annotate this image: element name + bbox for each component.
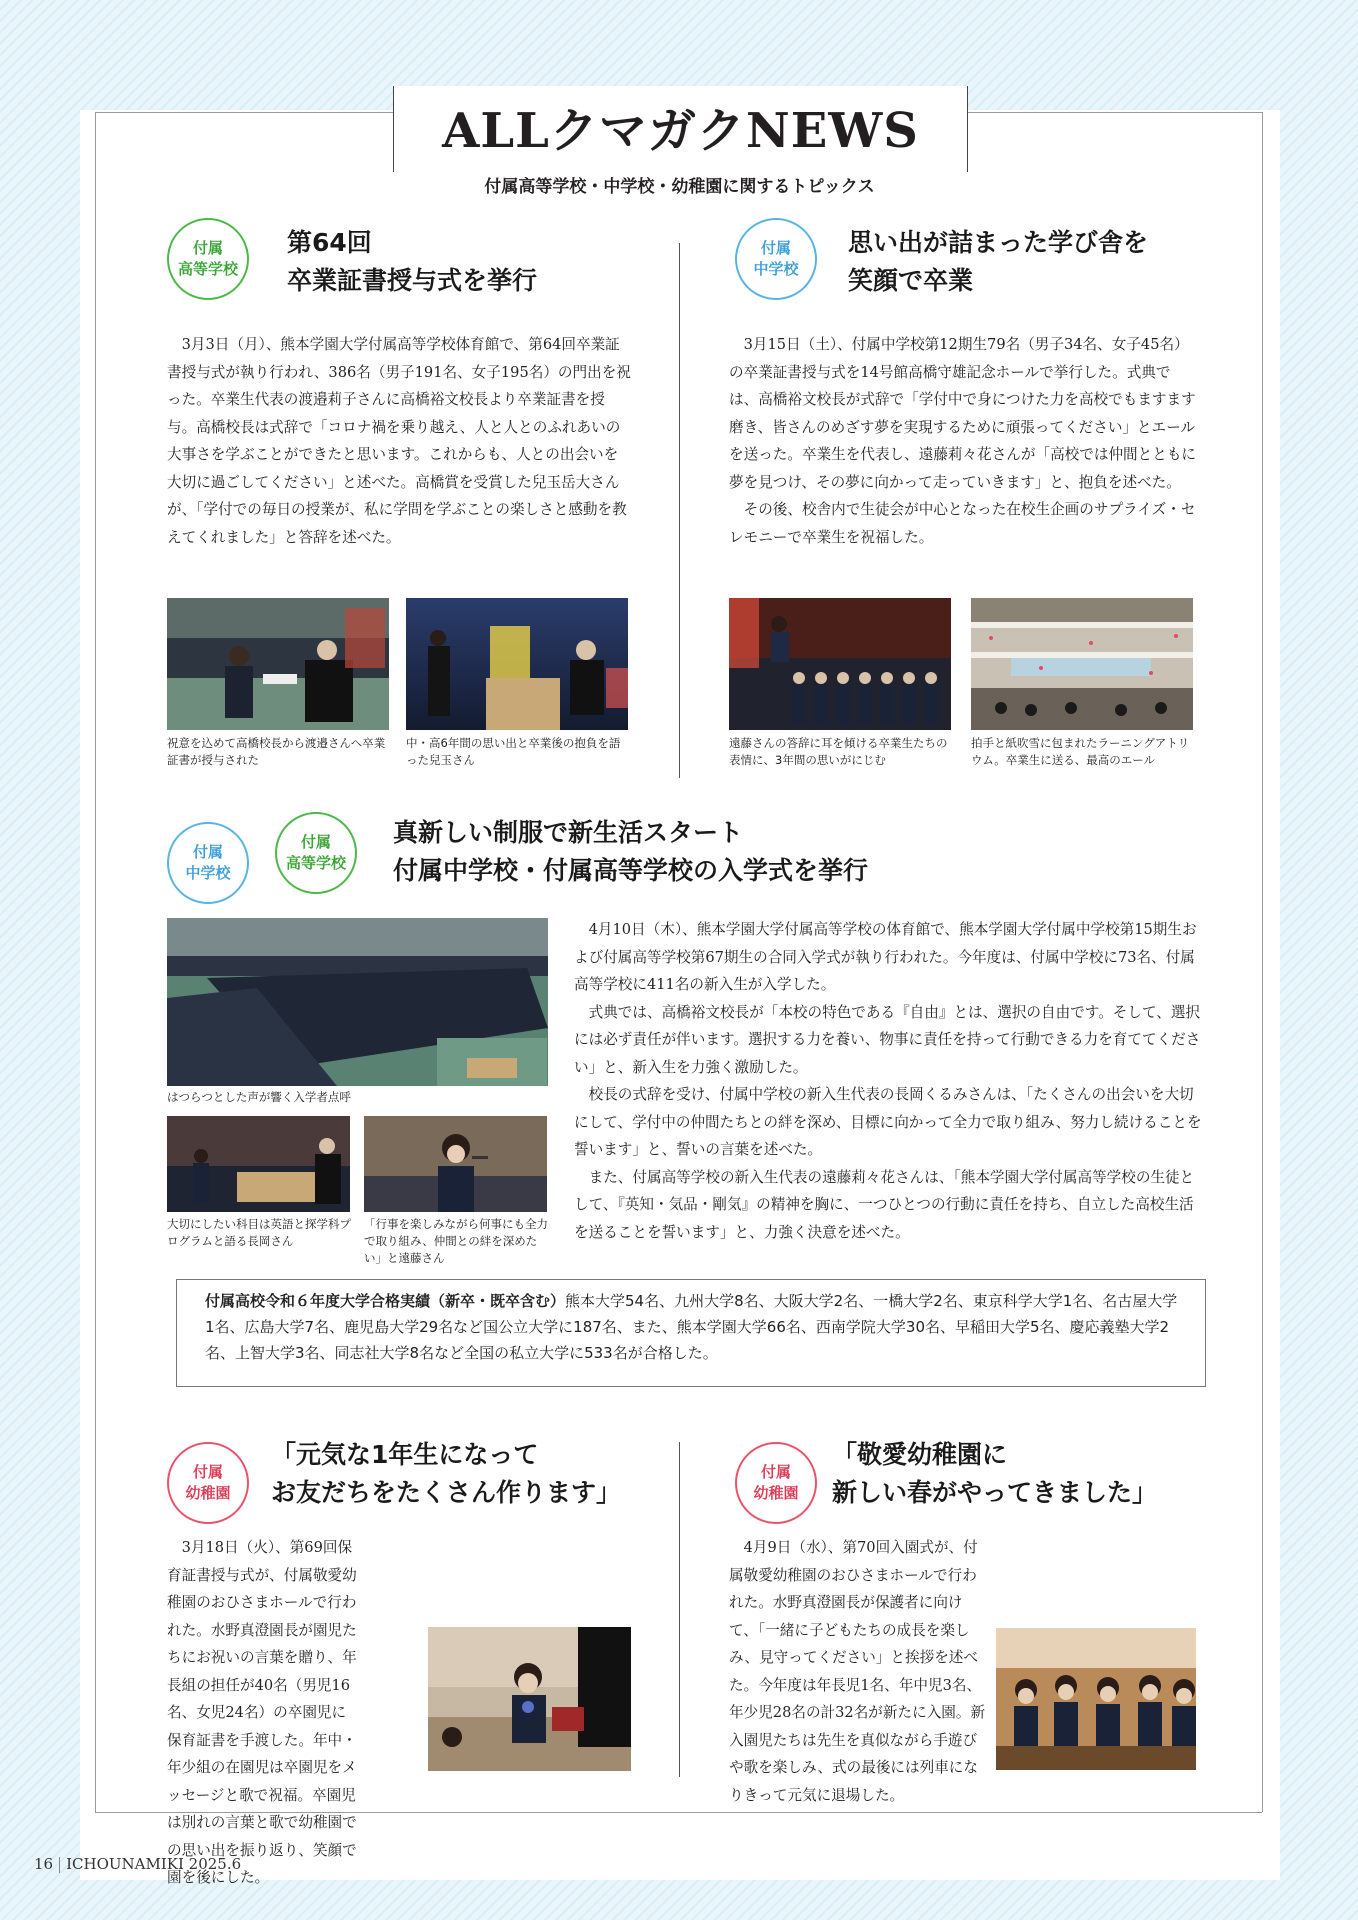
article-text: 4月9日（水）、第70回入園式が、付属敬愛幼稚園のおひさまホールで行われた。水野真澄園長が保護者に向けて、「一緒に子どもたちの成長を楽しみ、見守ってください」と挨拶を述べた。今年度は年長児1名、年中児3名、年少児28名の計32名が新たに入園。新入園児たちは先生を真似ながら手遊びや歌を楽しみ、式の最後には列車になりきって元気に退場した。 [729,1539,986,1804]
badge-line: 幼稚園 [185,1484,231,1502]
article1-headline [287,224,537,300]
magazine-name: ICHOUNAMIKI 2025.6 [66,1855,242,1873]
caption: 「行事を楽しみながら何事にも全力で取り組み、仲間との絆を深めたい」と遠藤さん [364,1217,548,1265]
page-footer [34,1855,241,1873]
photo-entrance-ceremony-hall [167,918,548,1086]
badge-kindergarten [167,1442,249,1524]
caption: 祝意を込めて高橋校長から渡邉さんへ卒業証書が授与された [167,736,386,767]
badge-line: 幼稚園 [753,1484,799,1502]
frame-line [1262,112,1263,1812]
badge-line: 高等学校 [177,260,238,278]
photo-endo-speech [364,1116,547,1212]
article-paragraph: 4月10日（木）、熊本学園大学付属高等学校の体育館で、熊本学園大学付属中学校第15期生および付属高等学校第67期生の合同入学式が執り行われた。今年度は、付属中学校に73名、付属高等学校に411名の新入生が入学した。 [574,921,1197,993]
badge-middleschool [167,822,249,904]
caption: 中・高6年間の思い出と卒業後の抱負を語った兒玉さん [406,736,621,767]
admissions-results-box [176,1279,1206,1387]
page-title: ALLクマガクNEWS [442,103,919,159]
article-paragraph: また、付属高等学校の新入生代表の遠藤莉々花さんは、「熊本学園大学付属高等学校の生徒として、『英知・気品・剛気』の精神を胸に、一つひとつの行動に責任を持ち、自立した高校生活を送ることを誓います」と、力強く決意を述べた。 [574,1168,1195,1241]
article5-headline [832,1436,1157,1512]
badge-line: 中学校 [753,260,799,278]
badge-line: 付属 [192,239,223,257]
caption: はつらつとした声が響く入学者点呼 [167,1090,351,1104]
float-spacer [991,1698,1199,1848]
article2-body [729,331,1199,551]
article-paragraph: 校長の式辞を受け、付属中学校の新入生代表の長岡くるみさんは、「たくさんの出会いを大切にして、学付中の仲間たちとの絆を深め、目標に向かって全力で取り組み、努力し続けることを誓います」と、誓いの言葉を述べた。 [574,1086,1202,1158]
article-paragraph [167,1534,632,1892]
article3-headline [393,814,868,890]
badge-highschool [167,218,249,300]
article-text: 3月18日（火）、第69回保育証書授与式が、付属敬愛幼稚園のおひさまホールで行われた。水野真澄園長が園児たちにお祝いの言葉を贈り、年長組の担任が40名（男児16名、女児24名）の卒園児に保育証書を手渡した。年中・年少組の在園児は卒園児をメッセージと歌で祝福。卒園児は別れの言葉と歌で幼稚園での思い出を振り返り、笑顔で園を後にした。 [167,1539,357,1886]
caption: 拍手と紙吹雪に包まれたラーニングアトリウム。卒業生に送る、最高のエール [971,736,1190,767]
badge-line: 高等学校 [285,854,346,872]
float-spacer [991,1616,1199,1698]
article4-headline [271,1436,621,1512]
headline-line: 「元気な1年生になって [271,1440,539,1469]
results-heading: 付属高校令和６年度大学合格実績（新卒・既卒含む） [205,1292,566,1310]
column-divider [679,1442,680,1777]
article1-body [167,331,632,551]
photo-graduate-speech [406,598,628,730]
badge-highschool [275,812,357,894]
frame-line [966,112,1262,113]
caption: 大切にしたい科目は英語と探学科プログラムと語る長岡さん [167,1217,351,1248]
frame-line [95,112,96,1812]
badge-kindergarten [735,1442,817,1524]
article4-body [167,1534,632,1892]
badge-line: 付属 [760,239,791,257]
headline-line: 思い出が詰まった学び舎を [848,228,1149,257]
badge-line: 付属 [192,1463,223,1481]
caption: 遠藤さんの答辞に耳を傾ける卒業生たちの表情に、3年間の思いがにじむ [729,736,948,767]
footer-separator [59,1857,60,1873]
headline-line: 卒業証書授与式を挙行 [287,266,538,295]
headline-line: 真新しい制服で新生活スタート [393,818,744,847]
badge-middleschool [735,218,817,300]
badge-line: 付属 [192,843,223,861]
page-subtitle: 付属高等学校・中学校・幼稚園に関するトピックス [484,177,875,197]
article-paragraph [729,1534,1199,1809]
photo-graduates-listening [729,598,951,730]
headline-line: 付属中学校・付属高等学校の入学式を挙行 [393,856,869,885]
title-box [393,86,968,172]
column-divider [679,243,680,778]
results-text: 熊本大学54名、九州大学8名、大阪大学2名、一橋大学2名、東京科学大学1名、名古屋大学1名、広島大学7名、鹿児島大学29名など国公立大学に187名、また、熊本学園大学66名、西南学院大学30名、早稲田大学5名、慶応義塾大学2名、上智大学3名、同志社大学8名など全国の私立大学に533名が合格した。 [205,1292,1178,1362]
badge-line: 付属 [300,833,331,851]
page-number: 16 [34,1855,54,1873]
badge-line: 付属 [760,1463,791,1481]
frame-line [95,112,393,113]
headline-line: 笑顔で卒業 [848,266,974,295]
headline-line: 第64回 [287,228,372,257]
article-paragraph: 3月3日（月）、熊本学園大学付属高等学校体育館で、第64回卒業証書授与式が執り行われ、386名（男子191名、女子195名）の門出を祝った。卒業生代表の渡邉莉子さんに高橋裕文校長より卒業証書を授与。高橋校長は式辞で「コロナ禍を乗り越え、人と人とのふれあいの大事さを学ぶことができたと思います。これからも、人との出会いを大切に過ごしてください」と述べた。高橋賞を受賞した兒玉岳大さんが、「学付での毎日の授業が、私に学問を学ぶことの楽しさと感動を教えてくれました」と答辞を述べた。 [167,336,631,546]
article5-body [729,1534,1199,1848]
float-spacer [357,1616,632,1702]
article3-body [574,916,1202,1246]
headline-line: お友だちをたくさん作ります」 [271,1478,622,1507]
badge-line: 中学校 [185,864,231,882]
article-paragraph: 3月15日（土）、付属中学校第12期生79名（男子34名、女子45名）の卒業証書授与式を14号館高橋守雄記念ホールで挙行した。式典では、高橋裕文校長が式辞で「学付中で身につけた力を高校でもますます磨き、皆さんのめざす夢を実現するために頑張ってください」とエールを送った。卒業生を代表し、遠藤莉々花さんが「高校では仲間とともに夢を見つけ、その夢に向かって走っていきます」と、抱負を述べた。 [729,336,1197,491]
photo-learning-atrium [971,598,1193,730]
photo-nagaoka-speech [167,1116,350,1212]
article-paragraph: 式典では、高橋裕文校長が「本校の特色である『自由』とは、選択の自由です。そして、選択には必ず責任が伴います。選択する力を養い、物事に責任を持って行動できる力を育ててください」と、新入生を力強く激励した。 [574,1003,1201,1076]
article-paragraph: その後、校舎内で生徒会が中心となった在校生企画のサプライズ・セレモニーで卒業生を祝福した。 [729,501,1196,546]
headline-line: 「敬愛幼稚園に [832,1440,1008,1469]
photo-diploma-handover [167,598,389,730]
article2-headline [848,224,1148,300]
headline-line: 新しい春がやってきました」 [832,1478,1158,1507]
float-spacer [357,1702,632,1852]
